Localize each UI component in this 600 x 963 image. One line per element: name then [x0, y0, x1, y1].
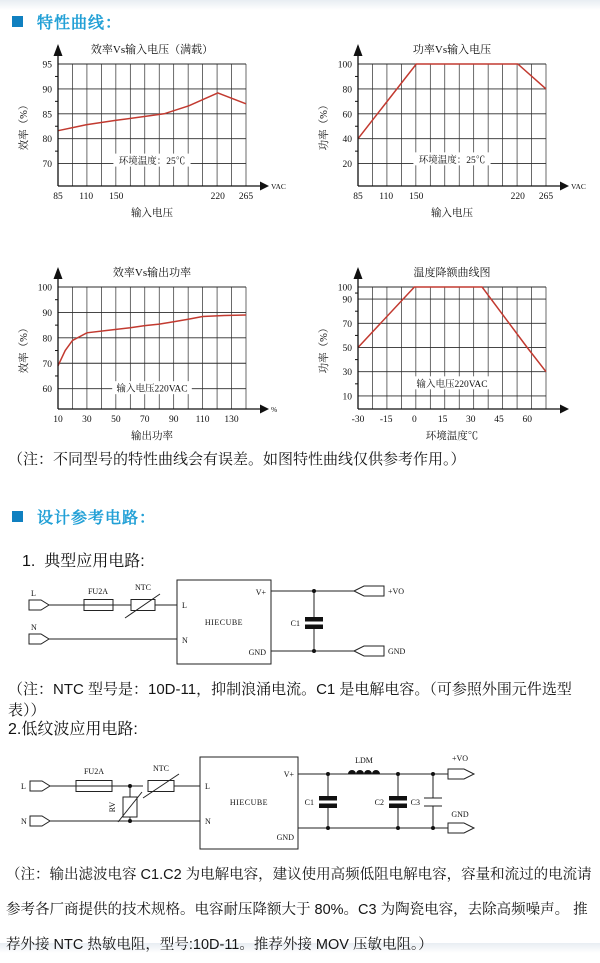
- y-tick-label: 40: [342, 135, 352, 146]
- module-pin-gnd: GND: [248, 648, 266, 657]
- x-axis-unit-label: %: [271, 405, 278, 414]
- chart-title: 功率Vs输入电压: [412, 44, 492, 56]
- capacitor-c1: [291, 589, 323, 653]
- x-tick-label: -30: [351, 415, 365, 425]
- x-tick-label: 30: [82, 415, 92, 425]
- section-characteristic-curves: [12, 10, 122, 33]
- x-tick-label: 70: [140, 415, 150, 425]
- y-tick-label: 80: [42, 334, 52, 345]
- item-typical-application-circuit-title: 1. 典型应用电路:: [22, 553, 145, 570]
- capacitor-c2: [375, 772, 407, 830]
- terminal-vo: [354, 586, 404, 596]
- power-module: [200, 757, 298, 849]
- terminal-L: [29, 589, 49, 610]
- fuse-symbol: [78, 587, 119, 611]
- y-tick-label: 30: [342, 368, 352, 379]
- terminal-vo-label: +VO: [451, 754, 469, 763]
- module-pin-N: N: [205, 817, 211, 826]
- y-tick-label: 100: [337, 283, 352, 294]
- ntc-thermistor-symbol: [125, 583, 160, 618]
- chart-svg-efficiency-vs-output: [14, 263, 286, 448]
- y-axis-title: 功率（%）: [319, 322, 330, 374]
- data-curve: [358, 287, 546, 372]
- y-tick-label: 70: [42, 359, 52, 370]
- module-pin-gnd: GND: [276, 833, 294, 842]
- y-tick-label: 20: [342, 160, 352, 171]
- capacitor-c1: [305, 772, 337, 830]
- terminal-vo: [448, 754, 474, 779]
- module-pin-L: L: [182, 601, 187, 610]
- y-axis-arrow-icon: [354, 267, 363, 279]
- inductor-ldm-label: LDM: [355, 756, 373, 765]
- x-tick-label: 265: [238, 192, 254, 202]
- data-curve: [58, 93, 246, 131]
- y-axis-title: 效率（%）: [19, 99, 30, 151]
- x-axis-title: 输入电压: [131, 208, 173, 219]
- section-title: 设计参考电路：: [37, 510, 157, 527]
- terminal-N: [29, 623, 49, 644]
- y-tick-label: 90: [342, 295, 352, 306]
- x-axis-unit-label: VAC: [271, 182, 286, 191]
- y-tick-label: 90: [42, 308, 52, 319]
- section-bullet-icon: [12, 511, 23, 522]
- y-axis-title: 功率（%）: [319, 99, 330, 151]
- x-tick-label: 85: [353, 192, 363, 202]
- ntc-label: NTC: [153, 764, 169, 773]
- x-axis-arrow-icon: [260, 182, 269, 191]
- chart-annotation: 环境温度：25℃: [418, 155, 486, 166]
- x-tick-label: 150: [109, 192, 124, 202]
- x-tick-label: 265: [538, 192, 554, 202]
- x-axis-unit-label: VAC: [571, 182, 586, 191]
- x-tick-label: 0: [412, 415, 417, 425]
- capacitor-c1-label: C1: [290, 619, 300, 628]
- terminal-L-label: L: [21, 782, 26, 791]
- chart-svg-efficiency-vs-input: [14, 40, 286, 225]
- chart-annotation: 输入电压220VAC: [116, 384, 188, 395]
- charts-grid: [0, 40, 600, 448]
- note-curves: （注：不同型号的特性曲线会有误差。如图特性曲线仅供参考作用。）: [8, 451, 466, 468]
- x-tick-label: 150: [409, 192, 424, 202]
- mov-label: RV: [108, 801, 117, 813]
- fuse-label: FU2A: [87, 587, 109, 596]
- chart-efficiency-vs-output-power: [0, 263, 300, 448]
- y-axis-arrow-icon: [354, 44, 363, 56]
- module-name: HIECUBE: [229, 798, 269, 807]
- terminal-gnd-label: GND: [451, 810, 469, 819]
- x-axis-arrow-icon: [260, 405, 269, 414]
- y-tick-label: 80: [42, 135, 52, 146]
- chart-temperature-derating: [300, 263, 600, 448]
- x-tick-label: 30: [466, 415, 476, 425]
- fuse-symbol: [70, 767, 118, 792]
- terminal-gnd: [448, 810, 474, 833]
- x-tick-label: 45: [494, 415, 504, 425]
- fuse-label: FU2A: [83, 767, 105, 776]
- y-tick-label: 50: [342, 344, 352, 355]
- x-tick-label: 50: [111, 415, 121, 425]
- x-tick-label: 110: [195, 415, 210, 425]
- y-tick-label: 95: [42, 60, 52, 71]
- terminal-gnd: [354, 646, 406, 656]
- y-tick-label: 80: [342, 85, 352, 96]
- x-tick-label: -15: [379, 415, 393, 425]
- module-name: HIECUBE: [204, 618, 244, 627]
- low-ripple-application-circuit-diagram: [18, 744, 478, 862]
- x-tick-label: 85: [53, 192, 63, 202]
- chart-svg-power-vs-input: [314, 40, 586, 225]
- terminal-N-label: N: [21, 817, 27, 826]
- x-axis-arrow-icon: [560, 182, 569, 191]
- note-circuit1: （注：NTC 型号是：10D-11，抑制浪涌电流。C1 是电解电容。（可参照外围元件选型表））: [8, 681, 572, 719]
- data-curve: [58, 315, 246, 366]
- section-title: 特性曲线：: [37, 15, 123, 32]
- y-tick-label: 85: [42, 110, 52, 121]
- x-tick-label: 220: [510, 192, 525, 202]
- chart-efficiency-vs-input-voltage: [0, 40, 300, 225]
- note-circuit2: （注：输出滤波电容 C1.C2 为电解电容，建议使用高频低阻电解电容，容量和流过的电流请参考各厂商提供的技术规格。电容耐压降额大于 80%。C3 为陶瓷电容，去除高频噪声。 推荐外接 NTC 热敏电阻，型号:10D-11。推荐外接 MOV 压敏电阻。）: [6, 867, 592, 953]
- x-axis-arrow-icon: [560, 405, 569, 414]
- y-axis-title: 效率（%）: [19, 322, 30, 374]
- y-tick-label: 70: [42, 160, 52, 171]
- inductor-ldm: [348, 756, 380, 774]
- module-pin-vplus: V+: [283, 770, 294, 779]
- y-axis-arrow-icon: [54, 44, 63, 56]
- capacitor-c3-label: C3: [410, 798, 420, 807]
- y-tick-label: 100: [337, 60, 352, 71]
- terminal-N: [21, 816, 50, 826]
- y-tick-label: 60: [342, 110, 352, 121]
- chart-title: 效率Vs输入电压（满载）: [90, 44, 214, 56]
- y-tick-label: 90: [42, 85, 52, 96]
- power-module: [177, 580, 271, 664]
- x-axis-title: 输出功率: [131, 431, 173, 442]
- ntc-thermistor-symbol: [143, 764, 179, 798]
- capacitor-c1-label: C1: [304, 798, 314, 807]
- x-axis-title: 环境温度℃: [425, 431, 479, 442]
- chart-annotation: 输入电压220VAC: [416, 379, 488, 390]
- y-tick-label: 10: [342, 392, 352, 403]
- chart-annotation: 环境温度：25℃: [118, 157, 186, 168]
- x-axis-title: 输入电压: [431, 208, 473, 219]
- chart-title: 效率Vs输出功率: [112, 267, 192, 279]
- x-tick-label: 90: [168, 415, 179, 425]
- mov-varistor-symbol: [108, 784, 142, 823]
- x-tick-label: 130: [224, 415, 239, 425]
- data-curve: [358, 64, 546, 139]
- chart-title: 温度降额曲线图: [413, 267, 491, 279]
- terminal-vo-label: +VO: [388, 587, 405, 596]
- terminal-L-label: L: [31, 589, 36, 598]
- x-tick-label: 220: [210, 192, 225, 202]
- chart-svg-derating: [314, 263, 586, 448]
- section-bullet-icon: [12, 16, 23, 27]
- ntc-label: NTC: [135, 583, 151, 592]
- x-tick-label: 110: [79, 192, 94, 202]
- item-low-ripple-circuit-title: 2.低纹波应用电路:: [8, 721, 138, 738]
- x-tick-label: 60: [522, 415, 532, 425]
- module-pin-N: N: [182, 636, 188, 645]
- x-tick-label: 10: [53, 415, 63, 425]
- y-axis-arrow-icon: [54, 267, 63, 279]
- y-tick-label: 100: [37, 283, 52, 294]
- chart-power-vs-input-voltage: [300, 40, 600, 225]
- terminal-L: [21, 781, 50, 791]
- terminal-N-label: N: [31, 623, 37, 632]
- y-tick-label: 60: [42, 385, 52, 396]
- x-tick-label: 15: [437, 415, 448, 425]
- typical-application-circuit-diagram: [24, 572, 414, 676]
- capacitor-c3: [411, 772, 442, 830]
- x-tick-label: 110: [379, 192, 394, 202]
- terminal-gnd-label: GND: [388, 647, 406, 656]
- capacitor-c2-label: C2: [374, 798, 384, 807]
- section-design-reference-circuits: [12, 505, 156, 528]
- module-pin-vplus: V+: [255, 588, 266, 597]
- module-pin-L: L: [205, 782, 210, 791]
- y-tick-label: 70: [342, 319, 352, 330]
